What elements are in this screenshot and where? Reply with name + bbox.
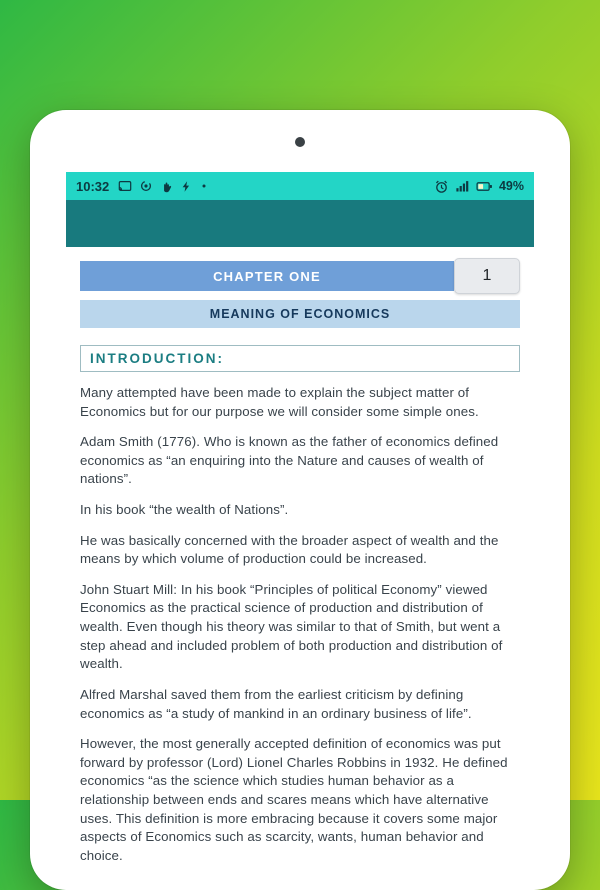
alarm-icon bbox=[434, 179, 449, 194]
chapter-title-banner: CHAPTER ONE bbox=[80, 261, 454, 291]
body-text bbox=[80, 384, 520, 865]
paragraph: In his book “the wealth of Nations”. bbox=[80, 502, 289, 518]
battery-percent: 49% bbox=[498, 179, 524, 193]
paragraph: John Stuart Mill: In his book “Principles of political Economy” viewed Economics as the practical science of production and distribution of wealth. Even though his theory was similar to that of Smith, but went a step ahead and included problem of both production and distribution of wealth. bbox=[80, 581, 503, 672]
paragraph: However, the most generally accepted definition of economics was put forward by professor (Lord) Lionel Charles Robbins in 1932. He defined economics “as the science which studies human behavior as a relationship between ends and scares means which have alternative uses. This definition is more embracing because it covers some major aspects of Economics such as scarcity, wants, human behavior and choice. bbox=[80, 736, 508, 863]
paragraph: He was basically concerned with the broader aspect of wealth and the means by which volume of production could be increased. bbox=[80, 532, 499, 567]
vpn-icon bbox=[139, 179, 153, 193]
gesture-hand-icon bbox=[160, 180, 173, 193]
front-camera-dot bbox=[295, 137, 305, 147]
battery-icon bbox=[476, 180, 493, 193]
section-title-banner: MEANING OF ECONOMICS bbox=[80, 300, 520, 328]
flash-icon bbox=[180, 180, 192, 193]
reader-content[interactable] bbox=[66, 247, 534, 890]
status-bar bbox=[66, 172, 534, 200]
signal-icon bbox=[455, 179, 470, 193]
chapter-banner-row bbox=[80, 261, 520, 291]
status-time: 10:32 bbox=[76, 178, 110, 194]
device-screen bbox=[66, 172, 534, 890]
tablet-frame bbox=[30, 110, 570, 890]
intro-heading: INTRODUCTION: bbox=[80, 345, 520, 372]
paragraph: Adam Smith (1776). Who is known as the father of economics defined economics as “an enquiring into the Nature and causes of wealth of nations”. bbox=[80, 434, 499, 487]
page-number-tab: 1 bbox=[454, 258, 520, 294]
paragraph: Many attempted have been made to explain the subject matter of Economics but for our purpose we will consider some simple ones. bbox=[80, 385, 479, 419]
paragraph: Alfred Marshal saved them from the earliest criticism by defining economics as “a study of mankind in an ordinary business of life”. bbox=[80, 686, 472, 721]
notification-dot-icon bbox=[199, 181, 209, 191]
screencast-icon bbox=[118, 179, 132, 193]
app-toolbar bbox=[66, 200, 534, 247]
